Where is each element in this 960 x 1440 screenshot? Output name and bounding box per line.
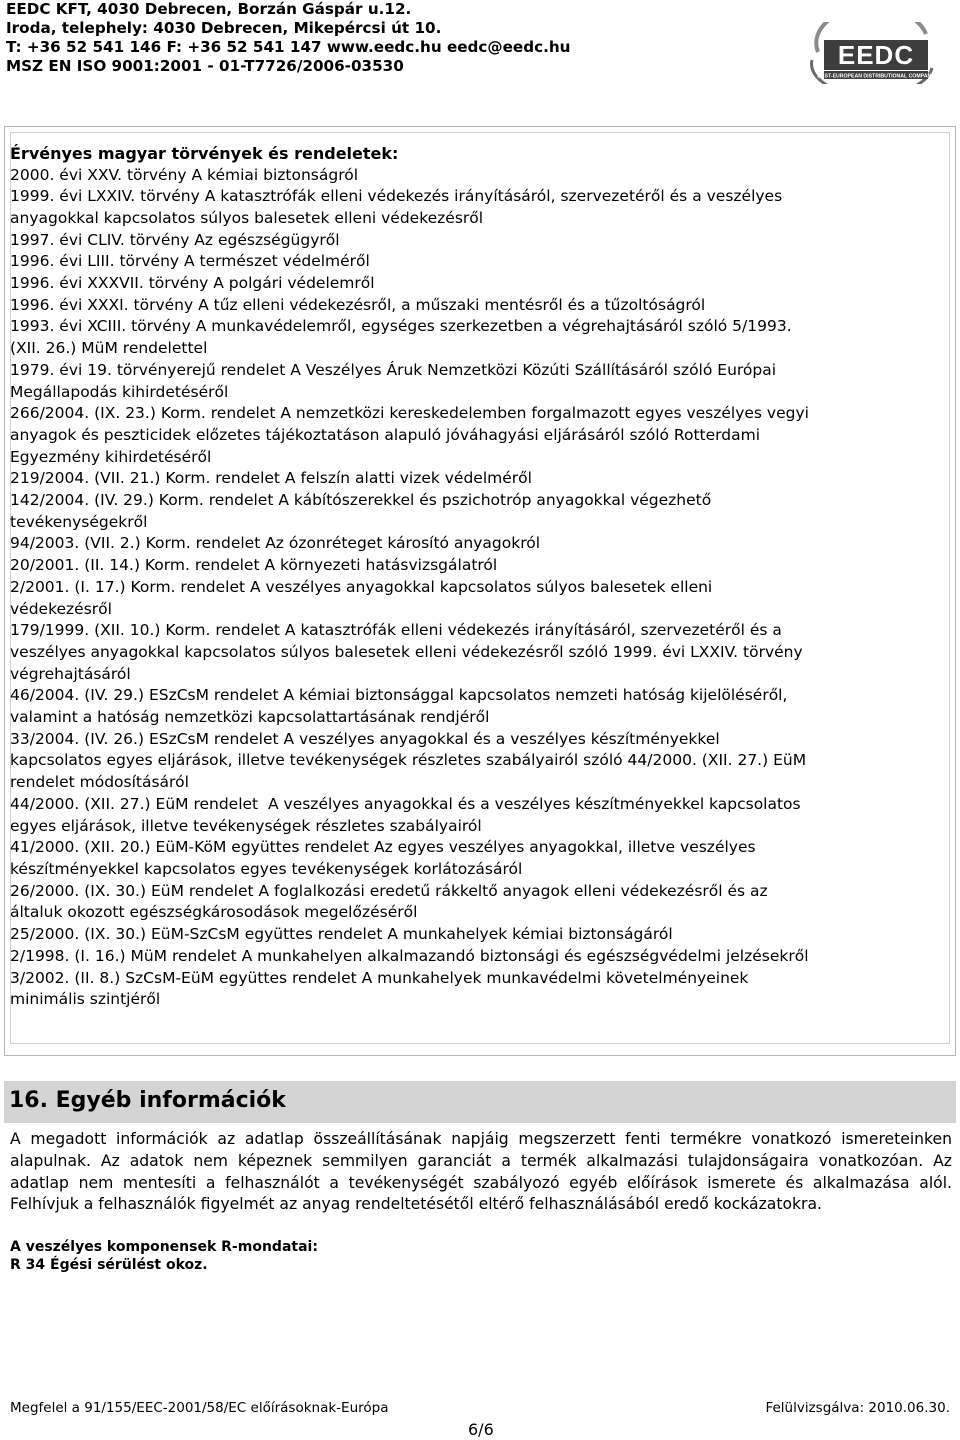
- legislation-line: 41/2000. (XII. 20.) EüM-KöM együttes rendelet Az egyes veszélyes anyagokkal, illetve veszélyes: [10, 838, 756, 857]
- legislation-line: Egyezmény kihirdetéséről: [10, 447, 212, 466]
- legislation-line: 219/2004. (VII. 21.) Korm. rendelet A felszín alatti vizek védelméről: [10, 469, 532, 488]
- svg-text:EEDC: EEDC: [837, 40, 915, 70]
- legislation-line: 33/2004. (IV. 26.) ESzCsM rendelet A veszélyes anyagokkal és a veszélyes készítményekkel: [10, 729, 720, 748]
- legislation-line: Megállapodás kihirdetéséről: [10, 382, 229, 401]
- legislation-line: 2000. évi XXV. törvény A kémiai biztonságról: [10, 165, 359, 184]
- section-title: 16. Egyéb információk: [9, 1088, 286, 1113]
- legislation-line: 1996. évi LIII. törvény A természet védelméről: [10, 252, 370, 271]
- legislation-line: 1997. évi CLIV. törvény Az egészségügyről: [10, 230, 340, 249]
- legislation-line: 1999. évi LXXIV. törvény A katasztrófák elleni védekezés irányításáról, szervezetéről és a veszélyes: [10, 187, 783, 206]
- iso-certification: MSZ EN ISO 9001:2001 - 01-T7726/2006-03530: [6, 57, 404, 75]
- r-phrase: R 34 Égési sérülést okoz.: [10, 1257, 208, 1273]
- legislation-line: 25/2000. (IX. 30.) EüM-SzCsM együttes rendelet A munkahelyek kémiai biztonságáról: [10, 925, 673, 944]
- legislation-line: valamint a hatóság nemzetközi kapcsolattartásának rendjéről: [10, 708, 490, 727]
- legislation-line: 1996. évi XXXI. törvény A tűz elleni védekezésről, a műszaki mentésről és a tűzoltóságról: [10, 295, 706, 314]
- legislation-line: készítményekkel kapcsolatos egyes tevékenységek korlátozásáról: [10, 860, 523, 878]
- company-info: [6, 0, 570, 76]
- section-16-header: [4, 1081, 956, 1123]
- svg-text:EAST-EUROPEAN DISTRIBUTIONAL C: EAST-EUROPEAN DISTRIBUTIONAL COMPANY: [817, 73, 935, 80]
- legislation-line: anyagokkal kapcsolatos súlyos balesetek elleni védekezésről: [10, 208, 484, 227]
- company-name-address: EEDC KFT, 4030 Debrecen, Borzán Gáspár u.12.: [6, 0, 412, 18]
- legislation-line: egyes eljárások, illetve tevékenységek részletes szabályairól: [10, 816, 482, 835]
- contact-line: T: +36 52 541 146 F: +36 52 541 147 www.eedc.hu eedc@eedc.hu: [6, 38, 571, 56]
- legislation-line: 20/2001. (II. 14.) Korm. rendelet A környezeti hatásvizsgálatról: [10, 556, 498, 575]
- page-number: 6/6: [468, 1420, 494, 1439]
- legislation-list: [10, 165, 942, 1011]
- legislation-line: 1979. évi 19. törvényerejű rendelet A Veszélyes Áruk Nemzetközi Közúti Szállításáról szóló Európai: [10, 360, 777, 379]
- legislation-line: 94/2003. (VII. 2.) Korm. rendelet Az ózonréteget károsító anyagokról: [10, 534, 541, 553]
- legislation-line: 266/2004. (IX. 23.) Korm. rendelet A nemzetközi kereskedelemben forgalmazott egyes veszélyes vegyi: [10, 404, 809, 423]
- legislation-line: 2/1998. (I. 16.) MüM rendelet A munkahelyen alkalmazandó biztonsági és egészségvédelmi jelzésekről: [10, 946, 809, 965]
- legislation-line: minimális szintjéről: [10, 990, 161, 1009]
- other-information-paragraph: A megadott információk az adatlap összeállításának napjáig megszerzett fenti termékre vonatkozó ismereteinken alapulnak. Az adatok nem képeznek semmilyen garanciát a termék alkalmazási tulajdonságaira vonatkozóan. Az adatlap nem mentesíti a felhasználót a tevékenységét szabályozó egyéb előírások ismerete és alkalmazása alól. Felhívjuk a felhasználók figyelmét az anyag rendeltetésétől eltérő felhasználásából eredő kockázatokra.: [10, 1130, 952, 1214]
- legislation-line: 1993. évi XCIII. törvény A munkavédelemről, egységes szerkezetben a végrehajtásáról szóló 5/1993.: [10, 317, 792, 336]
- footer-compliance: Megfelel a 91/155/EEC-2001/58/EC előírásoknak-Európa: [10, 1400, 389, 1416]
- legislation-line: végrehajtásáról: [10, 664, 131, 683]
- legislation-line: 1996. évi XXXVII. törvény A polgári védelemről: [10, 274, 375, 293]
- footer-revision-date: Felülvizsgálva: 2010.06.30.: [765, 1400, 950, 1416]
- legislation-line: 179/1999. (XII. 10.) Korm. rendelet A katasztrófák elleni védekezés irányításáról, szervezetéről és a: [10, 621, 782, 640]
- legislation-line: 2/2001. (I. 17.) Korm. rendelet A veszélyes anyagokkal kapcsolatos súlyos balesetek elleni: [10, 577, 713, 596]
- legislation-heading: Érvényes magyar törvények és rendeletek:: [10, 144, 399, 163]
- legislation-line: 142/2004. (IV. 29.) Korm. rendelet A kábítószerekkel és pszichotróp anyagokkal végezhető: [10, 491, 712, 510]
- legislation-line: védekezésről: [10, 599, 112, 618]
- legislation-line: kapcsolatos egyes eljárások, illetve tevékenységek részletes szabályairól szóló 44/2000. (XII. 27.) EüM: [10, 751, 807, 770]
- legislation-line: tevékenységekről: [10, 512, 148, 531]
- legislation-line: 46/2004. (IV. 29.) ESzCsM rendelet A kémiai biztonsággal kapcsolatos nemzeti hatóság kijelöléséről,: [10, 686, 788, 705]
- legislation-line: (XII. 26.) MüM rendelettel: [10, 339, 208, 358]
- document-header: [0, 0, 960, 90]
- legislation-line: anyagok és peszticidek előzetes tájékoztatáson alapuló jóváhagyási eljárásáról szóló Rotterdami: [10, 425, 760, 444]
- legislation-line: általuk okozott egészségkárosodások megelőzéséről: [10, 903, 418, 922]
- legislation-line: veszélyes anyagokkal kapcsolatos súlyos balesetek elleni védekezésről szóló 1999. évi LXXIV. törvény: [10, 642, 803, 661]
- legislation-line: rendelet módosításáról: [10, 773, 189, 792]
- legislation-line: 3/2002. (II. 8.) SzCsM-EüM együttes rendelet A munkahelyek munkavédelmi követelményeinek: [10, 968, 749, 987]
- eedc-logo: [808, 22, 940, 84]
- legislation-line: 44/2000. (XII. 27.) EüM rendelet A veszélyes anyagokkal és a veszélyes készítményekkel kapcsolatos: [10, 794, 801, 813]
- r-phrases-label: A veszélyes komponensek R-mondatai:: [10, 1239, 318, 1255]
- legislation-line: 26/2000. (IX. 30.) EüM rendelet A foglalkozási eredetű rákkeltő anyagok elleni védekezésről és az: [10, 881, 768, 900]
- office-address: Iroda, telephely: 4030 Debrecen, Mikepércsi út 10.: [6, 19, 442, 37]
